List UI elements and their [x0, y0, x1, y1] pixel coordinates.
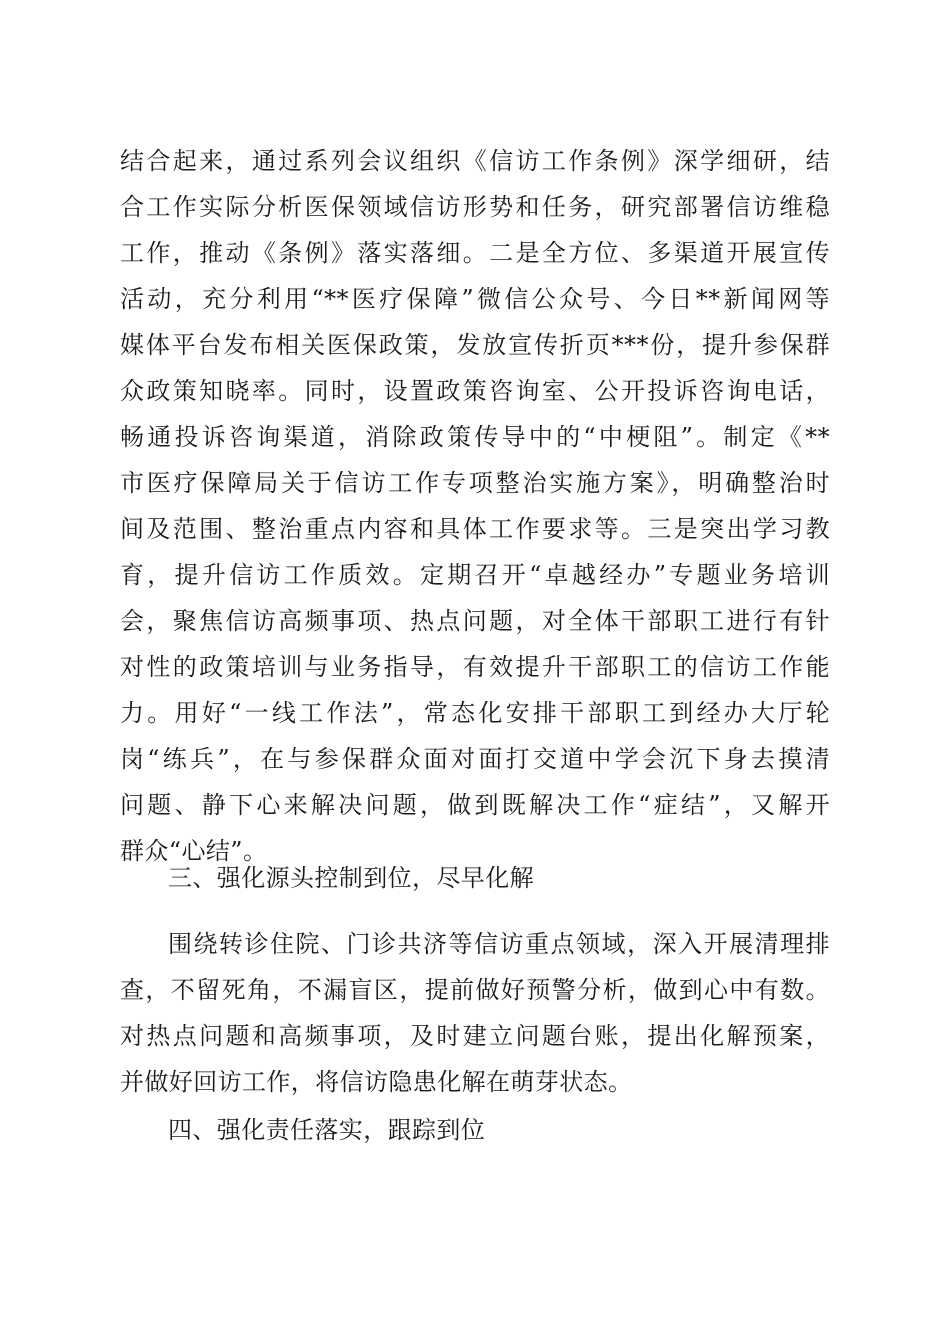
- paragraph-line: 育，提升信访工作质效。定期召开“卓越经办”专题业务培训: [120, 561, 830, 589]
- paragraph-line: 活动，充分利用“**医疗保障”微信公众号、今日**新闻网等: [120, 285, 830, 313]
- paragraph-line: 围绕转诊住院、门诊共济等信访重点领域，深入开展清理排: [168, 930, 830, 958]
- paragraph-line: 结合起来，通过系列会议组织《信访工作条例》深学细研，结: [120, 147, 830, 175]
- paragraph-line: 对热点问题和高频事项，及时建立问题台账，提出化解预案，: [120, 1022, 830, 1050]
- paragraph-line: 畅通投诉咨询渠道，消除政策传导中的“中梗阻”。制定《**: [120, 423, 830, 451]
- paragraph-line: 合工作实际分析医保领域信访形势和任务，研究部署信访维稳: [120, 193, 830, 221]
- paragraph-line: 众政策知晓率。同时，设置政策咨询室、公开投诉咨询电话，: [120, 377, 830, 405]
- paragraph-line: 工作，推动《条例》落实落细。二是全方位、多渠道开展宣传: [120, 239, 830, 267]
- section-heading-3: 三、强化源头控制到位，尽早化解: [168, 864, 534, 892]
- paragraph-line: 问题、静下心来解决问题，做到既解决工作“症结”，又解开: [120, 791, 830, 819]
- paragraph-line: 力。用好“一线工作法”，常态化安排干部职工到经办大厅轮: [120, 699, 830, 727]
- paragraph-line: 并做好回访工作，将信访隐患化解在萌芽状态。: [120, 1068, 633, 1096]
- paragraph-line: 对性的政策培训与业务指导，有效提升干部职工的信访工作能: [120, 653, 830, 681]
- paragraph-line: 群众“心结”。: [120, 837, 268, 865]
- paragraph-line: 查，不留死角，不漏盲区，提前做好预警分析，做到心中有数。: [120, 976, 830, 1004]
- section-heading-4: 四、强化责任落实，跟踪到位: [168, 1116, 486, 1144]
- paragraph-line: 间及范围、整治重点内容和具体工作要求等。三是突出学习教: [120, 515, 830, 543]
- paragraph-line: 岗“练兵”，在与参保群众面对面打交道中学会沉下身去摸清: [120, 745, 830, 773]
- paragraph-line: 会，聚焦信访高频事项、热点问题，对全体干部职工进行有针: [120, 607, 830, 635]
- paragraph-line: 市医疗保障局关于信访工作专项整治实施方案》，明确整治时: [120, 469, 830, 497]
- paragraph-line: 媒体平台发布相关医保政策，发放宣传折页***份，提升参保群: [120, 331, 830, 359]
